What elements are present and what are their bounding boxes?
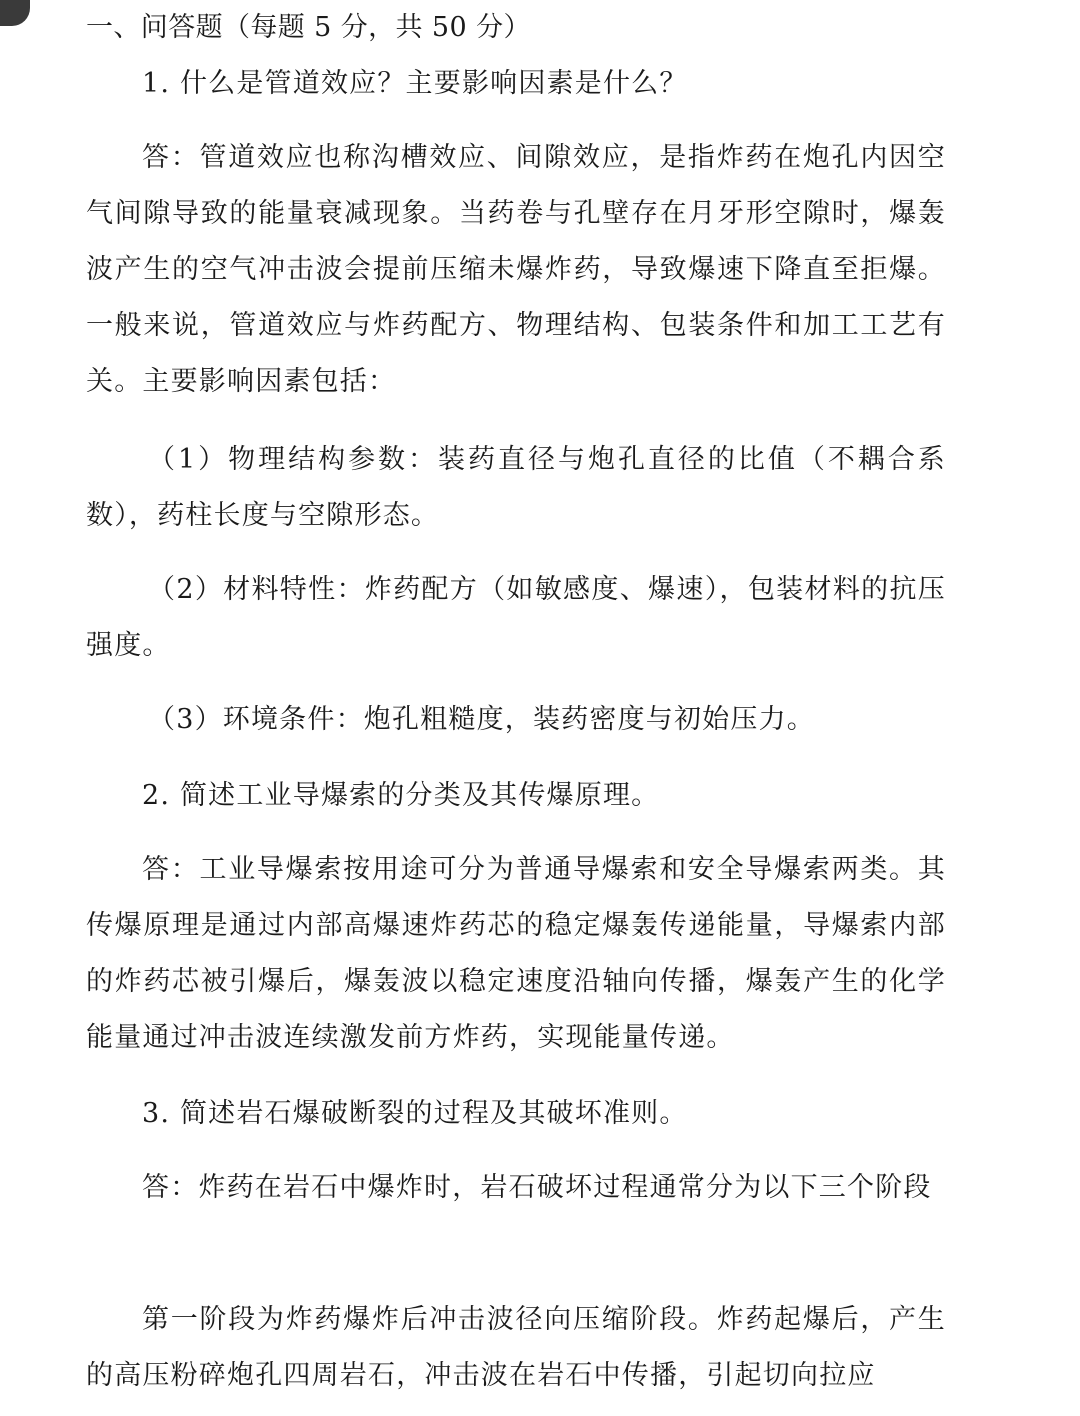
answer-2: 答：工业导爆索按用途可分为普通导爆索和安全导爆索两类。其传爆原理是通过内部高爆速炸药芯的稳定爆轰传递能量，导爆索内部的炸药芯被引爆后，爆轰波以稳定速度沿轴向传播，爆轰产生的化学能量通过冲击波连续激发前方炸药，实现能量传递。 bbox=[86, 854, 946, 1053]
question-2: 2. 简述工业导爆索的分类及其传爆原理。 bbox=[142, 780, 660, 811]
answer-1: 答：管道效应也称沟槽效应、间隙效应，是指炸药在炮孔内因空气间隙导致的能量衰减现象。当药卷与孔壁存在月牙形空隙时，爆轰波产生的空气冲击波会提前压缩未爆炸药，导致爆速下降直至拒爆。一般来说，管道效应与炸药配方、物理结构、包装条件和加工工艺有关。主要影响因素包括： bbox=[86, 142, 946, 397]
factor-1: （1）物理结构参数：装药直径与炮孔直径的比值（不耦合系数），药柱长度与空隙形态。 bbox=[86, 444, 946, 531]
factor-3: （3）环境条件：炮孔粗糙度，装药密度与初始压力。 bbox=[148, 704, 815, 735]
factor-2: （2）材料特性：炸药配方（如敏感度、爆速），包装材料的抗压强度。 bbox=[86, 574, 946, 661]
question-3: 3. 简述岩石爆破断裂的过程及其破坏准则。 bbox=[142, 1098, 688, 1129]
question-1: 1. 什么是管道效应？主要影响因素是什么？ bbox=[142, 68, 688, 99]
section-heading: 一、问答题（每题 5 分，共 50 分） bbox=[86, 12, 531, 43]
answer-3: 答：炸药在岩石中爆炸时，岩石破坏过程通常分为以下三个阶段 bbox=[142, 1172, 932, 1203]
answer-3-stage-1: 第一阶段为炸药爆炸后冲击波径向压缩阶段。炸药起爆后，产生的高压粉碎炮孔四周岩石，冲击波在岩石中传播，引起切向拉应 bbox=[86, 1304, 946, 1391]
